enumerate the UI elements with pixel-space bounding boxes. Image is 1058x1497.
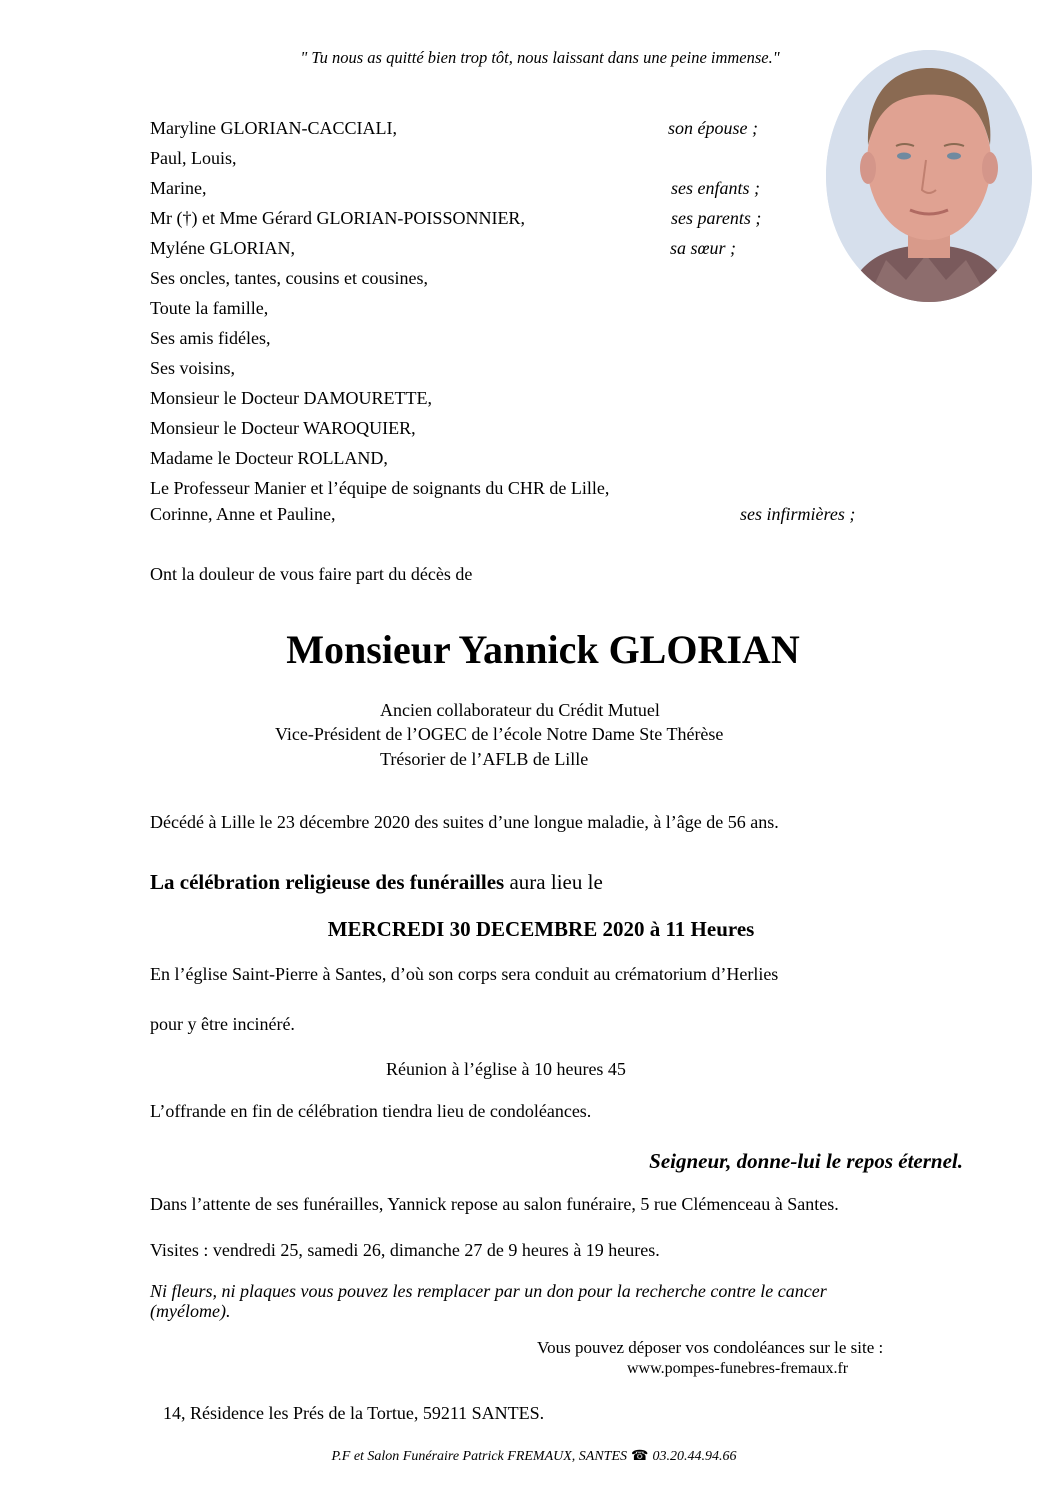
flowers-line-2: (myélome). bbox=[150, 1301, 231, 1321]
portrait-photo bbox=[826, 50, 1032, 302]
flowers-line-1: Ni fleurs, ni plaques vous pouvez les remplacer par un don pour la recherche contre le cancer bbox=[150, 1281, 827, 1301]
footer-phone: 03.20.44.94.66 bbox=[652, 1449, 737, 1464]
title-line-1: Ancien collaborateur du Crédit Mutuel bbox=[380, 700, 660, 720]
celebration-rest: aura lieu le bbox=[504, 870, 603, 894]
epigraph-quote: " Tu nous as quitté bien trop tôt, nous laissant dans une peine immense." bbox=[300, 48, 780, 67]
condolences-label: Vous pouvez déposer vos condoléances sur le site : bbox=[537, 1338, 884, 1357]
ceremony-date: MERCREDI 30 DECEMBRE 2020 à 11 Heures bbox=[327, 917, 755, 941]
family-member-name: Monsieur le Docteur WAROQUIER, bbox=[150, 418, 416, 438]
family-member-name: Corinne, Anne et Pauline, bbox=[150, 504, 336, 524]
address-text: 14, Résidence les Prés de la Tortue, 59211 SANTES. bbox=[163, 1403, 545, 1423]
meeting-time: Réunion à l’église à 10 heures 45 bbox=[386, 1059, 626, 1079]
family-member-name: Ses voisins, bbox=[150, 358, 236, 378]
family-member-name: Ses amis fidéles, bbox=[150, 328, 271, 348]
intro-text: Ont la douleur de vous faire part du décès de bbox=[150, 564, 473, 584]
family-member-name: Madame le Docteur ROLLAND, bbox=[150, 448, 388, 468]
family-member-role: son épouse ; bbox=[668, 118, 758, 138]
family-member-name: Mr (†) et Mme Gérard GLORIAN-POISSONNIER, bbox=[150, 208, 525, 228]
family-member-name: Monsieur le Docteur DAMOURETTE, bbox=[150, 388, 432, 408]
website-link[interactable]: www.pompes-funebres-fremaux.fr bbox=[627, 1360, 849, 1377]
family-member-role: ses enfants ; bbox=[671, 178, 760, 198]
offering-text: L’offrande en fin de célébration tiendra lieu de condoléances. bbox=[150, 1101, 592, 1121]
family-member-role: sa sœur ; bbox=[670, 238, 737, 258]
phone-icon: ☎ bbox=[631, 1449, 649, 1464]
church-line-1: En l’église Saint-Pierre à Santes, d’où son corps sera conduit au crématorium d’Herlies bbox=[150, 964, 779, 984]
title-line-2: Vice-Président de l’OGEC de l’école Notre Dame Ste Thérèse bbox=[275, 724, 724, 744]
family-member-role: ses parents ; bbox=[671, 208, 762, 228]
church-line-2: pour y être incinéré. bbox=[150, 1014, 295, 1034]
family-member-role: ses infirmières ; bbox=[740, 504, 856, 524]
family-member-name: Paul, Louis, bbox=[150, 148, 237, 168]
rest-place: Dans l’attente de ses funérailles, Yannick repose au salon funéraire, 5 rue Clémenceau à Santes. bbox=[150, 1194, 839, 1214]
death-notice: Décédé à Lille le 23 décembre 2020 des suites d’une longue maladie, à l’âge de 56 ans. bbox=[150, 812, 779, 832]
prayer-text: Seigneur, donne-lui le repos éternel. bbox=[649, 1149, 963, 1173]
family-member-name: Marine, bbox=[150, 178, 207, 198]
title-line-3: Trésorier de l’AFLB de Lille bbox=[380, 749, 589, 769]
deceased-name: Monsieur Yannick GLORIAN bbox=[286, 627, 800, 672]
celebration-bold: La célébration religieuse des funérailles bbox=[150, 870, 505, 894]
family-member-name: Myléne GLORIAN, bbox=[150, 238, 295, 258]
visits-text: Visites : vendredi 25, samedi 26, dimanche 27 de 9 heures à 19 heures. bbox=[150, 1240, 660, 1260]
family-member-name: Ses oncles, tantes, cousins et cousines, bbox=[150, 268, 428, 288]
footer bbox=[0, 1448, 1058, 1465]
family-member-name: Maryline GLORIAN-CACCIALI, bbox=[150, 118, 397, 138]
family-member-name: Toute la famille, bbox=[150, 298, 269, 318]
footer-company: P.F et Salon Funéraire Patrick FREMAUX, SANTES bbox=[331, 1449, 628, 1464]
portrait-photo-icon bbox=[826, 50, 1032, 302]
family-member-name: Le Professeur Manier et l’équipe de soignants du CHR de Lille, bbox=[150, 478, 610, 498]
celebration-line bbox=[150, 870, 603, 895]
